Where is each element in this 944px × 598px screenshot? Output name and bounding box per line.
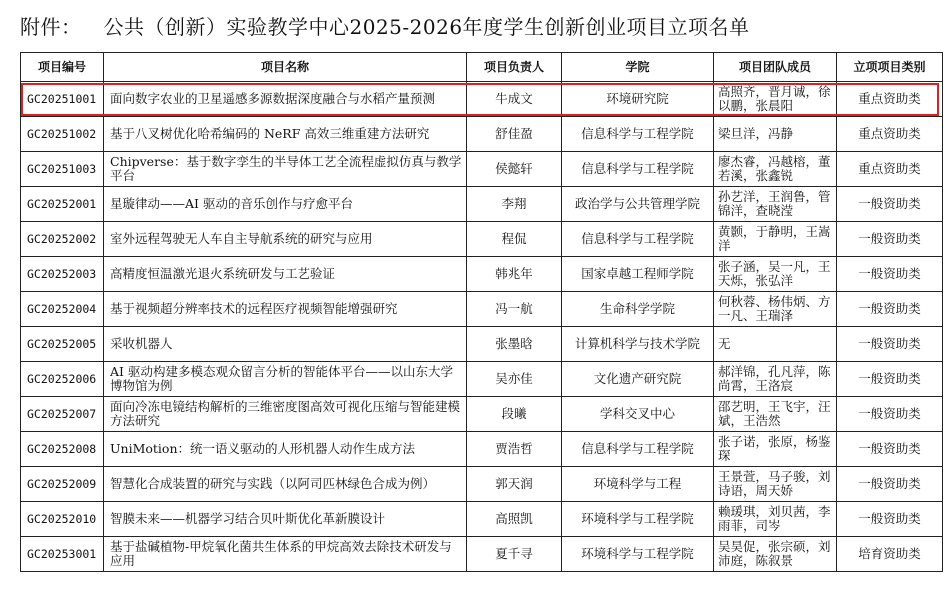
project-members: 郝洋锦，孔凡萍，陈尚霄，王洛宸 [714,362,837,397]
table-row [21,257,943,292]
project-name: AI 驱动构建多模态观众留言分析的智能体平台——以山东大学博物馆为例 [104,362,467,397]
table-row [21,222,943,257]
project-category: 一般资助类 [837,362,943,397]
project-name: 基于八叉树优化哈希编码的 NeRF 高效三维重建方法研究 [104,117,467,152]
table-row [21,502,943,537]
project-code: GC20251001 [21,82,104,117]
project-name: 采收机器人 [104,327,467,362]
project-code: GC20252002 [21,222,104,257]
project-leader: 郭天润 [467,467,562,502]
project-code: GC20252009 [21,467,104,502]
project-members: 黄颢，于静明，王嵩洋 [714,222,837,257]
project-name: 高精度恒温激光退火系统研发与工艺验证 [104,257,467,292]
table-row [21,117,943,152]
table-row [21,397,943,432]
table-row [21,537,943,572]
project-college: 文化遗产研究院 [562,362,714,397]
project-code: GC20252010 [21,502,104,537]
project-college: 信息科学与工程学院 [562,117,714,152]
project-name: 基于盐碱植物-甲烷氧化菌共生体系的甲烷高效去除技术研发与应用 [104,537,467,572]
project-name: 智膜未来——机器学习结合贝叶斯优化革新膜设计 [104,502,467,537]
project-table [20,52,943,572]
project-college: 环境科学与工程学院 [562,537,714,572]
project-category: 重点资助类 [837,152,943,187]
table-row [21,467,943,502]
project-leader: 侯懿轩 [467,152,562,187]
header-category: 立项项目类别 [837,53,943,82]
project-code: GC20252004 [21,292,104,327]
project-leader: 韩兆年 [467,257,562,292]
table-body [21,82,943,572]
project-members: 张子诺，张原，杨鉴琛 [714,432,837,467]
project-leader: 程侃 [467,222,562,257]
project-college: 信息科学与工程学院 [562,152,714,187]
project-category: 一般资助类 [837,432,943,467]
project-members: 廖杰睿，冯越榕，董若溪，张鑫锐 [714,152,837,187]
table-row [21,362,943,397]
project-category: 一般资助类 [837,187,943,222]
project-leader: 吴亦佳 [467,362,562,397]
project-name: UniMotion：统一语义驱动的人形机器人动作生成方法 [104,432,467,467]
project-category: 一般资助类 [837,502,943,537]
project-members: 王景萱，马子骏，刘诗语，周天娇 [714,467,837,502]
project-college: 国家卓越工程师学院 [562,257,714,292]
project-code: GC20252008 [21,432,104,467]
project-college: 环境科学与工程 [562,467,714,502]
table-row [21,152,943,187]
project-members: 吴昊促，张宗硕，刘沛庭，陈叙景 [714,537,837,572]
header-name: 项目名称 [104,53,467,82]
project-category: 重点资助类 [837,117,943,152]
project-college: 信息科学与工程学院 [562,432,714,467]
project-code: GC20252007 [21,397,104,432]
project-leader: 夏千寻 [467,537,562,572]
project-category: 一般资助类 [837,292,943,327]
project-name: 面向数字农业的卫星遥感多源数据深度融合与水稻产量预测 [104,82,467,117]
project-members: 赖瑗琪，刘贝茜，李雨菲，司岑 [714,502,837,537]
project-leader: 冯一航 [467,292,562,327]
table-row [21,187,943,222]
project-college: 生命科学学院 [562,292,714,327]
project-members: 张子涵，吴一凡，王天烁，张弘洋 [714,257,837,292]
project-college: 学科交叉中心 [562,397,714,432]
project-name: 基于视频超分辨率技术的远程医疗视频智能增强研究 [104,292,467,327]
project-category: 一般资助类 [837,397,943,432]
project-code: GC20252006 [21,362,104,397]
project-code: GC20252003 [21,257,104,292]
project-category: 一般资助类 [837,327,943,362]
project-code: GC20252005 [21,327,104,362]
project-college: 计算机科学与技术学院 [562,327,714,362]
project-category: 一般资助类 [837,257,943,292]
project-name: 智慧化合成装置的研究与实践（以阿司匹林绿色合成为例） [104,467,467,502]
project-category: 一般资助类 [837,222,943,257]
project-leader: 高照凯 [467,502,562,537]
project-college: 环境科学与工程学院 [562,502,714,537]
table-row [21,432,943,467]
project-members: 高照齐，晋月诚，徐以鹏，张晨阳 [714,82,837,117]
project-code: GC20251003 [21,152,104,187]
project-leader: 舒佳盈 [467,117,562,152]
project-name: 面向冷冻电镜结构解析的三维密度图高效可视化压缩与智能建模方法研究 [104,397,467,432]
project-leader: 贾浩哲 [467,432,562,467]
project-leader: 段曦 [467,397,562,432]
title-text: 公共（创新）实验教学中心2025-2026年度学生创新创业项目立项名单 [103,15,750,39]
project-name: 室外远程驾驶无人车自主导航系统的研究与应用 [104,222,467,257]
table-row [21,327,943,362]
table-header-row [21,53,943,82]
project-code: GC20253001 [21,537,104,572]
project-college: 环境研究院 [562,82,714,117]
project-category: 培育资助类 [837,537,943,572]
project-members: 梁旦洋，冯静 [714,117,837,152]
project-code: GC20251002 [21,117,104,152]
header-leader: 项目负责人 [467,53,562,82]
project-name: 星璇律动——AI 驱动的音乐创作与疗愈平台 [104,187,467,222]
project-members: 孙艺洋，王润鲁，管锦洋，查晓滢 [714,187,837,222]
project-category: 重点资助类 [837,82,943,117]
project-leader: 牛成文 [467,82,562,117]
table-row-highlighted [21,82,943,117]
header-college: 学院 [562,53,714,82]
title-prefix: 附件： [20,15,82,39]
table-row [21,292,943,327]
project-members: 无 [714,327,837,362]
project-name: Chipverse：基于数字孪生的半导体工艺全流程虚拟仿真与教学平台 [104,152,467,187]
project-category: 一般资助类 [837,467,943,502]
project-college: 信息科学与工程学院 [562,222,714,257]
project-leader: 张墨晗 [467,327,562,362]
project-college: 政治学与公共管理学院 [562,187,714,222]
project-code: GC20252001 [21,187,104,222]
header-code: 项目编号 [21,53,104,82]
header-members: 项目团队成员 [714,53,837,82]
page-title [20,12,750,42]
project-members: 何秋蓉、杨伟炳、方一凡、王瑞泽 [714,292,837,327]
project-leader: 李翔 [467,187,562,222]
project-members: 邵艺明，王飞宇，汪斌，王浩然 [714,397,837,432]
